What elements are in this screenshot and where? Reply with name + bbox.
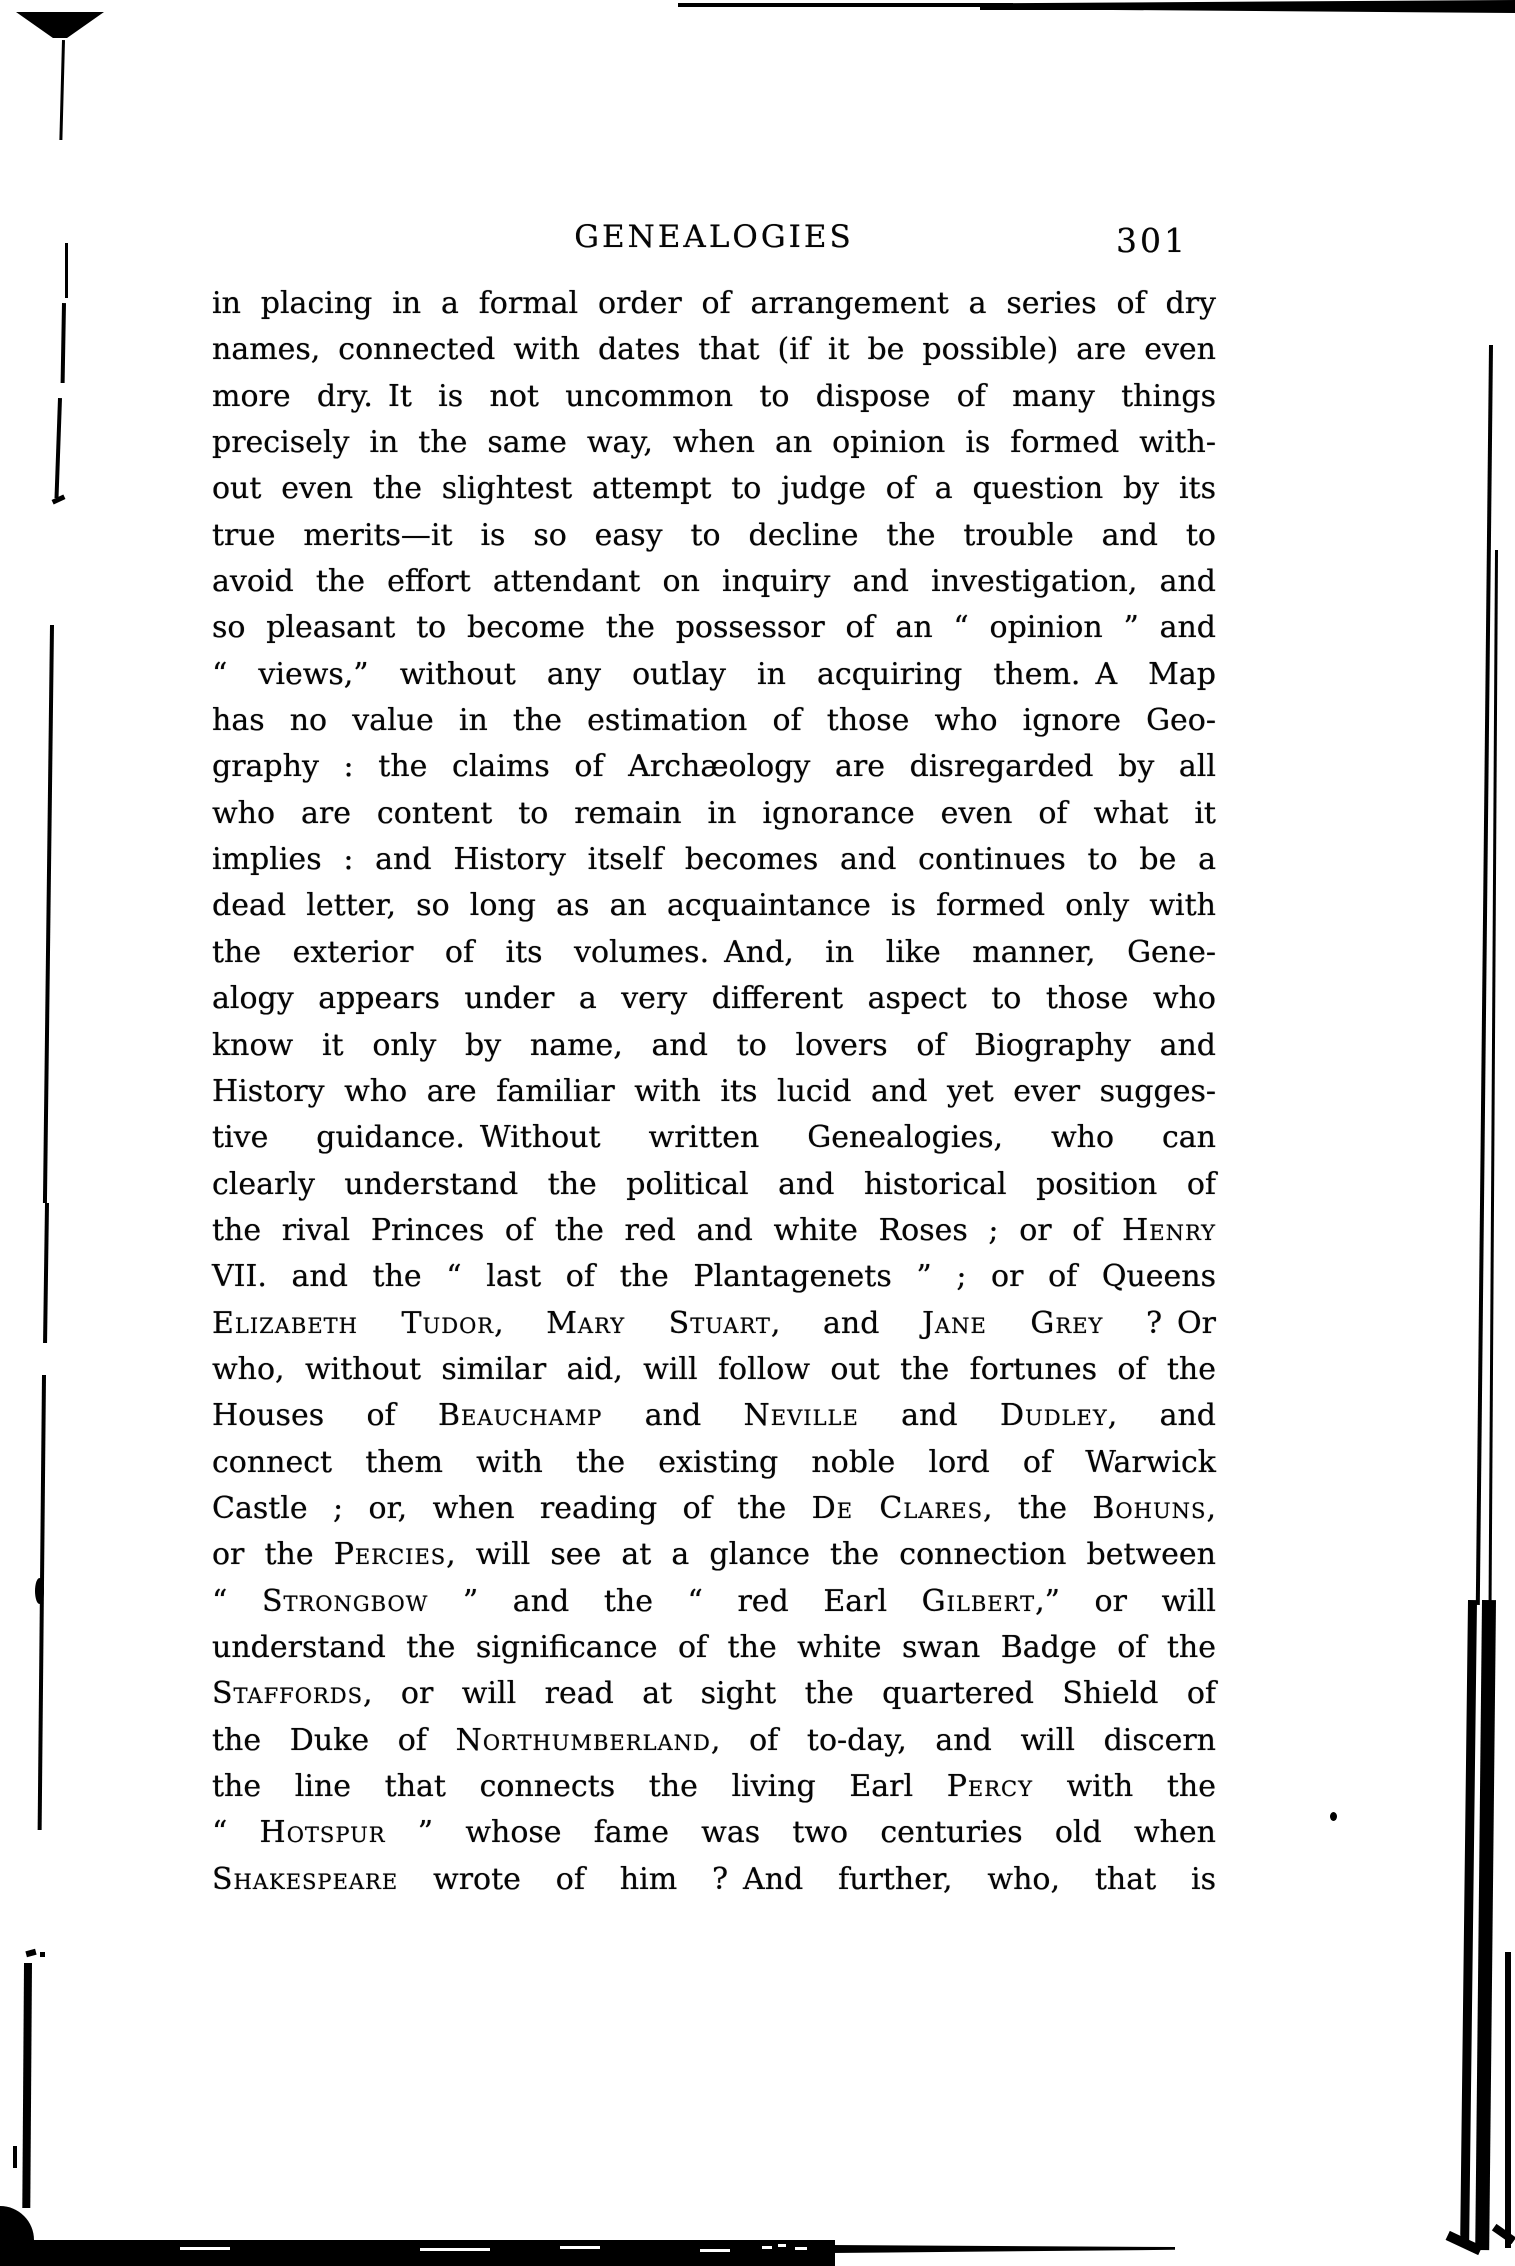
scan-artifact-right-edge-line (1489, 550, 1498, 1605)
scan-artifact-right-edge-curl (1492, 2224, 1515, 2244)
text-line: true merits—it is so easy to decline the trouble and to (212, 517, 1216, 553)
scan-artifact-bottom-left-tick (13, 2146, 17, 2168)
scan-artifact-left-edge-mark (43, 625, 54, 1203)
text-line: the Duke of Northumberland, of to-day, and will discern (212, 1722, 1216, 1758)
scan-artifact-top-right-line (980, 7, 1195, 10)
text-line: names, connected with dates that (if it be possible) are even (212, 332, 1216, 368)
text-line: out even the slightest attempt to judge of a question by its (212, 471, 1216, 507)
text-line: avoid the effort attendant on inquiry and investigation, and (212, 564, 1216, 600)
text-line: “ Strongbow ” and the “ red Earl Gilbert,” or will (212, 1583, 1217, 1619)
text-line: alogy appears under a very different aspect to those who (212, 981, 1216, 1017)
text-line: Staffords, or will read at sight the quartered Shield of (212, 1676, 1216, 1712)
text-line: History who are familiar with its lucid and yet ever sugges- (212, 1073, 1216, 1109)
scan-artifact-left-edge-mark (61, 303, 66, 383)
scan-artifact-top-right-line (678, 3, 1013, 7)
text-line: VII. and the “ last of the Plantagenets ” ; or of Queens (212, 1259, 1216, 1295)
scan-speck (795, 2247, 807, 2250)
scan-artifact-left-edge-mark (65, 243, 68, 298)
text-line: tive guidance. Without written Genealogies, who can (212, 1120, 1216, 1156)
text-line: Shakespeare wrote of him ? And further, who, that is (212, 1861, 1216, 1897)
scan-artifact-left-edge-mark (43, 1203, 49, 1343)
text-line: in placing in a formal order of arrangement a series of dry (212, 286, 1216, 321)
scan-artifact-right-edge-line (1475, 1600, 1496, 2250)
page-number: 301 (1116, 221, 1188, 260)
scan-artifact-left-edge-mark (59, 40, 65, 140)
scan-artifact-bottom-streak (830, 2245, 1175, 2253)
scan-artifact-ink-dot (1330, 1812, 1337, 1821)
text-line: dead letter, so long as an acquaintance is formed only with (212, 888, 1216, 924)
text-line: “ views,” without any outlay in acquiring them. A Map (212, 656, 1216, 692)
scan-artifact-left-edge-mark (55, 398, 62, 498)
scan-artifact-left-edge-mark (22, 1963, 32, 2208)
scan-speck (700, 2249, 730, 2252)
text-line: Elizabeth Tudor, Mary Stuart, and Jane Grey ? Or (212, 1305, 1216, 1341)
scan-speck (560, 2246, 600, 2249)
scan-artifact-left-edge-tick (40, 1952, 45, 1957)
scan-artifact-left-edge-tick (25, 1949, 36, 1957)
text-line: the line that connects the living Earl Percy with the (212, 1769, 1216, 1804)
text-line: the rival Princes of the red and white Roses ; or of Henry (212, 1212, 1216, 1248)
scan-artifact-bottom-band (0, 2240, 835, 2266)
text-line: implies : and History itself becomes and continues to be a (212, 842, 1216, 878)
text-line: understand the significance of the white swan Badge of the (212, 1629, 1216, 1665)
scan-speck (762, 2246, 772, 2249)
text-line: or the Percies, will see at a glance the connection between (212, 1537, 1217, 1573)
scan-artifact-right-edge-line (1505, 1952, 1511, 2248)
text-line: connect them with the existing noble lord of Warwick (212, 1444, 1216, 1480)
text-line: Houses of Beauchamp and Neville and Dudley, and (212, 1398, 1216, 1434)
text-line: has no value in the estimation of those who ignore Geo- (212, 703, 1216, 739)
text-line: more dry. It is not uncommon to dispose of many things (212, 378, 1216, 414)
text-line: “ Hotspur ” whose fame was two centuries old when (212, 1815, 1216, 1851)
text-line: so pleasant to become the possessor of an “ opinion ” and (212, 610, 1216, 646)
text-block (212, 281, 1216, 1903)
text-line: precisely in the same way, when an opinion is formed with- (212, 425, 1216, 461)
text-line: the exterior of its volumes. And, in like manner, Gene- (212, 934, 1216, 970)
text-line: Castle ; or, when reading of the De Clares, the Bohuns, (212, 1490, 1216, 1526)
scan-artifact-bottom-band-rise (0, 2206, 34, 2246)
scan-speck (180, 2247, 230, 2250)
text-line: who, without similar aid, will follow out the fortunes of the (212, 1351, 1216, 1387)
scan-artifact-top-left-blob (16, 12, 104, 38)
scan-speck (420, 2248, 490, 2251)
page-title: GENEALOGIES (574, 219, 854, 255)
scan-artifact-left-edge-bump (35, 1578, 44, 1604)
scan-artifact-right-edge-line (1460, 1600, 1477, 2242)
running-head (212, 219, 1216, 255)
text-line: know it only by name, and to lovers of Biography and (212, 1027, 1216, 1063)
text-line: clearly understand the political and historical position of (212, 1166, 1216, 1202)
text-line: who are content to remain in ignorance even of what it (212, 795, 1216, 831)
text-line: graphy : the claims of Archæology are disregarded by all (212, 749, 1216, 785)
scan-speck (778, 2244, 786, 2247)
